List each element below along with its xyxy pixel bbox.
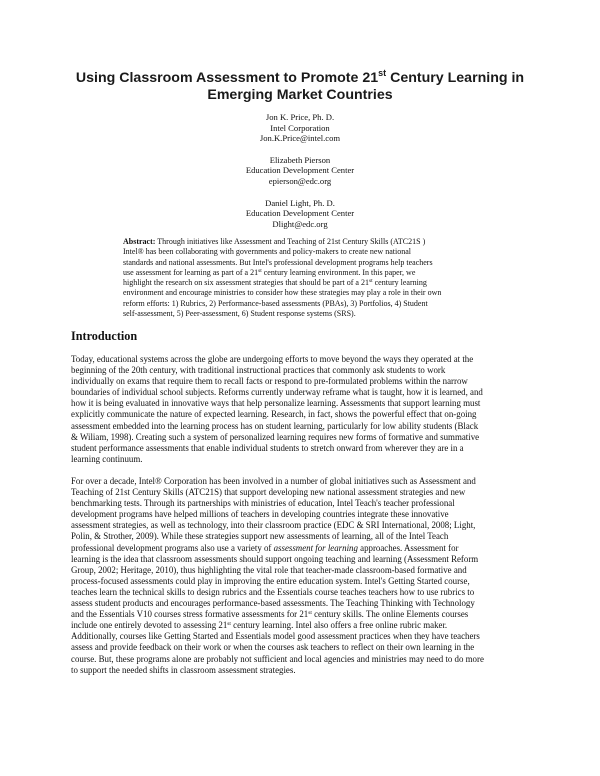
title-line-2: Emerging Market Countries	[207, 87, 393, 103]
paragraph-line: individually on exams that require them to recall facts or respond to pre-formulated problems within the narrow	[71, 376, 468, 387]
author-email: Dlight@edc.org	[272, 218, 328, 229]
author-affiliation: Education Development Center	[245, 165, 355, 176]
paragraph-line: learning continuum.	[71, 453, 143, 464]
intro-paragraph-1	[71, 354, 531, 465]
author-email: Jon.K.Price@intel.com	[259, 133, 341, 144]
emphasis-term: assessment for learning	[273, 542, 358, 553]
paragraph-line: beginning of the 20th century, with traditional instructional practices that commonly ask students to work	[71, 365, 446, 376]
title-line-1: Using Classroom Assessment to Promote 21st Century Learning in	[75, 68, 525, 86]
paragraph-line: boundaries of individual school subjects. Reforms currently underway reframe what is taught, how it is learned, and	[71, 387, 483, 398]
paragraph-line: Teaching of 21st Century Skills (ATC21S) that support developing new national assessment strategies and new	[71, 487, 466, 498]
paragraph-line: assess student products and encourages performance-based assessments. The Teaching Thinking with Technology	[71, 598, 475, 609]
paragraph-line: assessment embedded into the learning process has on student learning, particularly for low ability students (Black	[71, 420, 479, 431]
paragraph-line: student performance assessments that enable individual students to stretch onward from wherever they are in a	[71, 442, 464, 453]
paragraph-line: For over a decade, Intel® Corporation has been involved in a number of global initiatives such as Assessment and	[71, 476, 476, 486]
author-affiliation: Intel Corporation	[270, 122, 330, 133]
paragraph-line: course. But, these programs alone are probably not sufficient and local agencies and ministries may need to do more	[71, 653, 484, 664]
abstract-label: Abstract:	[123, 237, 156, 246]
abstract-line: highlight the research on six assessment strategies that should be part of a 21st century learning	[123, 278, 427, 288]
paragraph-line: benchmarking tests. Through its partnerships with ministries of education, Intel Teach's teacher professional	[71, 498, 455, 509]
abstract-line: self-assessment, 5) Peer-assessment, 6) Student response systems (SRS).	[123, 309, 356, 319]
paragraph-line: explicitly communicate the nature of expected learning. Research, in fact, shows the powerful effect that on-going	[71, 409, 477, 420]
author-name: Jon K. Price, Ph. D.	[265, 112, 335, 122]
paper-title	[60, 70, 540, 104]
paragraph-line: teaches learn the technical skills to design rubrics and the Essentials course teaches teachers how to use rubrics to	[71, 586, 475, 597]
paragraph-line: and the Essentials V10 courses stress formative assessments for 21st century skills. The online Elements courses	[71, 609, 469, 620]
author-name: Daniel Light, Ph. D.	[265, 197, 335, 208]
paragraph-line: Today, educational systems across the globe are undergoing efforts to move beyond the ways they operated at the	[71, 354, 474, 364]
paragraph-line: Polin, & Strother, 2009). While these strategies support new assessments of learning, all of the Intel Teach	[71, 531, 449, 542]
author-2	[150, 155, 450, 187]
paragraph-line: assess and provide feedback on their work or when the courses ask teachers to reflect on their own learning in the	[71, 642, 475, 653]
author-1	[150, 112, 450, 144]
paragraph-line: development programs have helped millions of teachers in developing countries integrate these innovative	[71, 509, 449, 520]
paragraph-line: Group, 2002; Heritage, 2010), thus highlighting the vital role that teacher-made classroom-based formative and	[71, 564, 467, 575]
paragraph-line: how it is being evaluated in innovative ways that help personalize learning. Assessments that support learning must	[71, 398, 481, 409]
paragraph-line: Additionally, courses like Getting Started and Essentials model good assessment practices when they have teachers	[71, 631, 480, 642]
paragraph-line: process-focused assessments could play in improving the entire education system. Intel's Getting Started course,	[71, 575, 470, 586]
abstract-line: Abstract: Through initiatives like Assessment and Teaching of 21st Century Skills (ATC21S )	[123, 237, 426, 246]
author-affiliation: Education Development Center	[245, 208, 355, 219]
abstract-line: use assessment for learning as part of a 21st century learning environment. In this paper, we	[123, 267, 416, 277]
author-block	[150, 112, 450, 240]
author-email: epierson@edc.org	[268, 175, 332, 186]
abstract-line: environment and encourage ministries to consider how these strategies may play a role in their own	[123, 288, 442, 298]
paragraph-line: professional development programs also use a variety of assessment for learning approaches. Assessment for	[71, 542, 459, 553]
section-heading-introduction: Introduction	[71, 329, 138, 343]
paragraph-line: assessment strategies, as well as technology, into their classroom practice (EDC & SRI International, 2008; Light,	[71, 520, 476, 531]
abstract	[123, 237, 483, 319]
paragraph-line: include one entirely devoted to assessing 21st century learning. Intel also offers a free online rubric maker.	[71, 620, 448, 631]
abstract-line: reform efforts: 1) Rubrics, 2) Performance-based assessments (PBAs), 3) Portfolios, 4) Student	[123, 298, 428, 308]
paragraph-line: learning is the idea that classroom assessments should support ongoing teaching and learning (Assessment Reform	[71, 553, 479, 564]
intro-paragraph-2	[71, 476, 531, 676]
paragraph-line: to support the needed shifts in classroom assessment strategies.	[71, 664, 296, 675]
author-3	[150, 198, 450, 230]
abstract-line: standards and national assessments. But Intel's professional development programs help teachers	[123, 257, 433, 267]
author-name: Elizabeth Pierson	[269, 154, 331, 165]
paragraph-line: & Wiliam, 1998). Creating such a system of personalized learning requires new forms of formative and summative	[71, 431, 480, 442]
abstract-line: Intel® has been collaborating with governments and policy-makers to create new national	[123, 247, 411, 257]
